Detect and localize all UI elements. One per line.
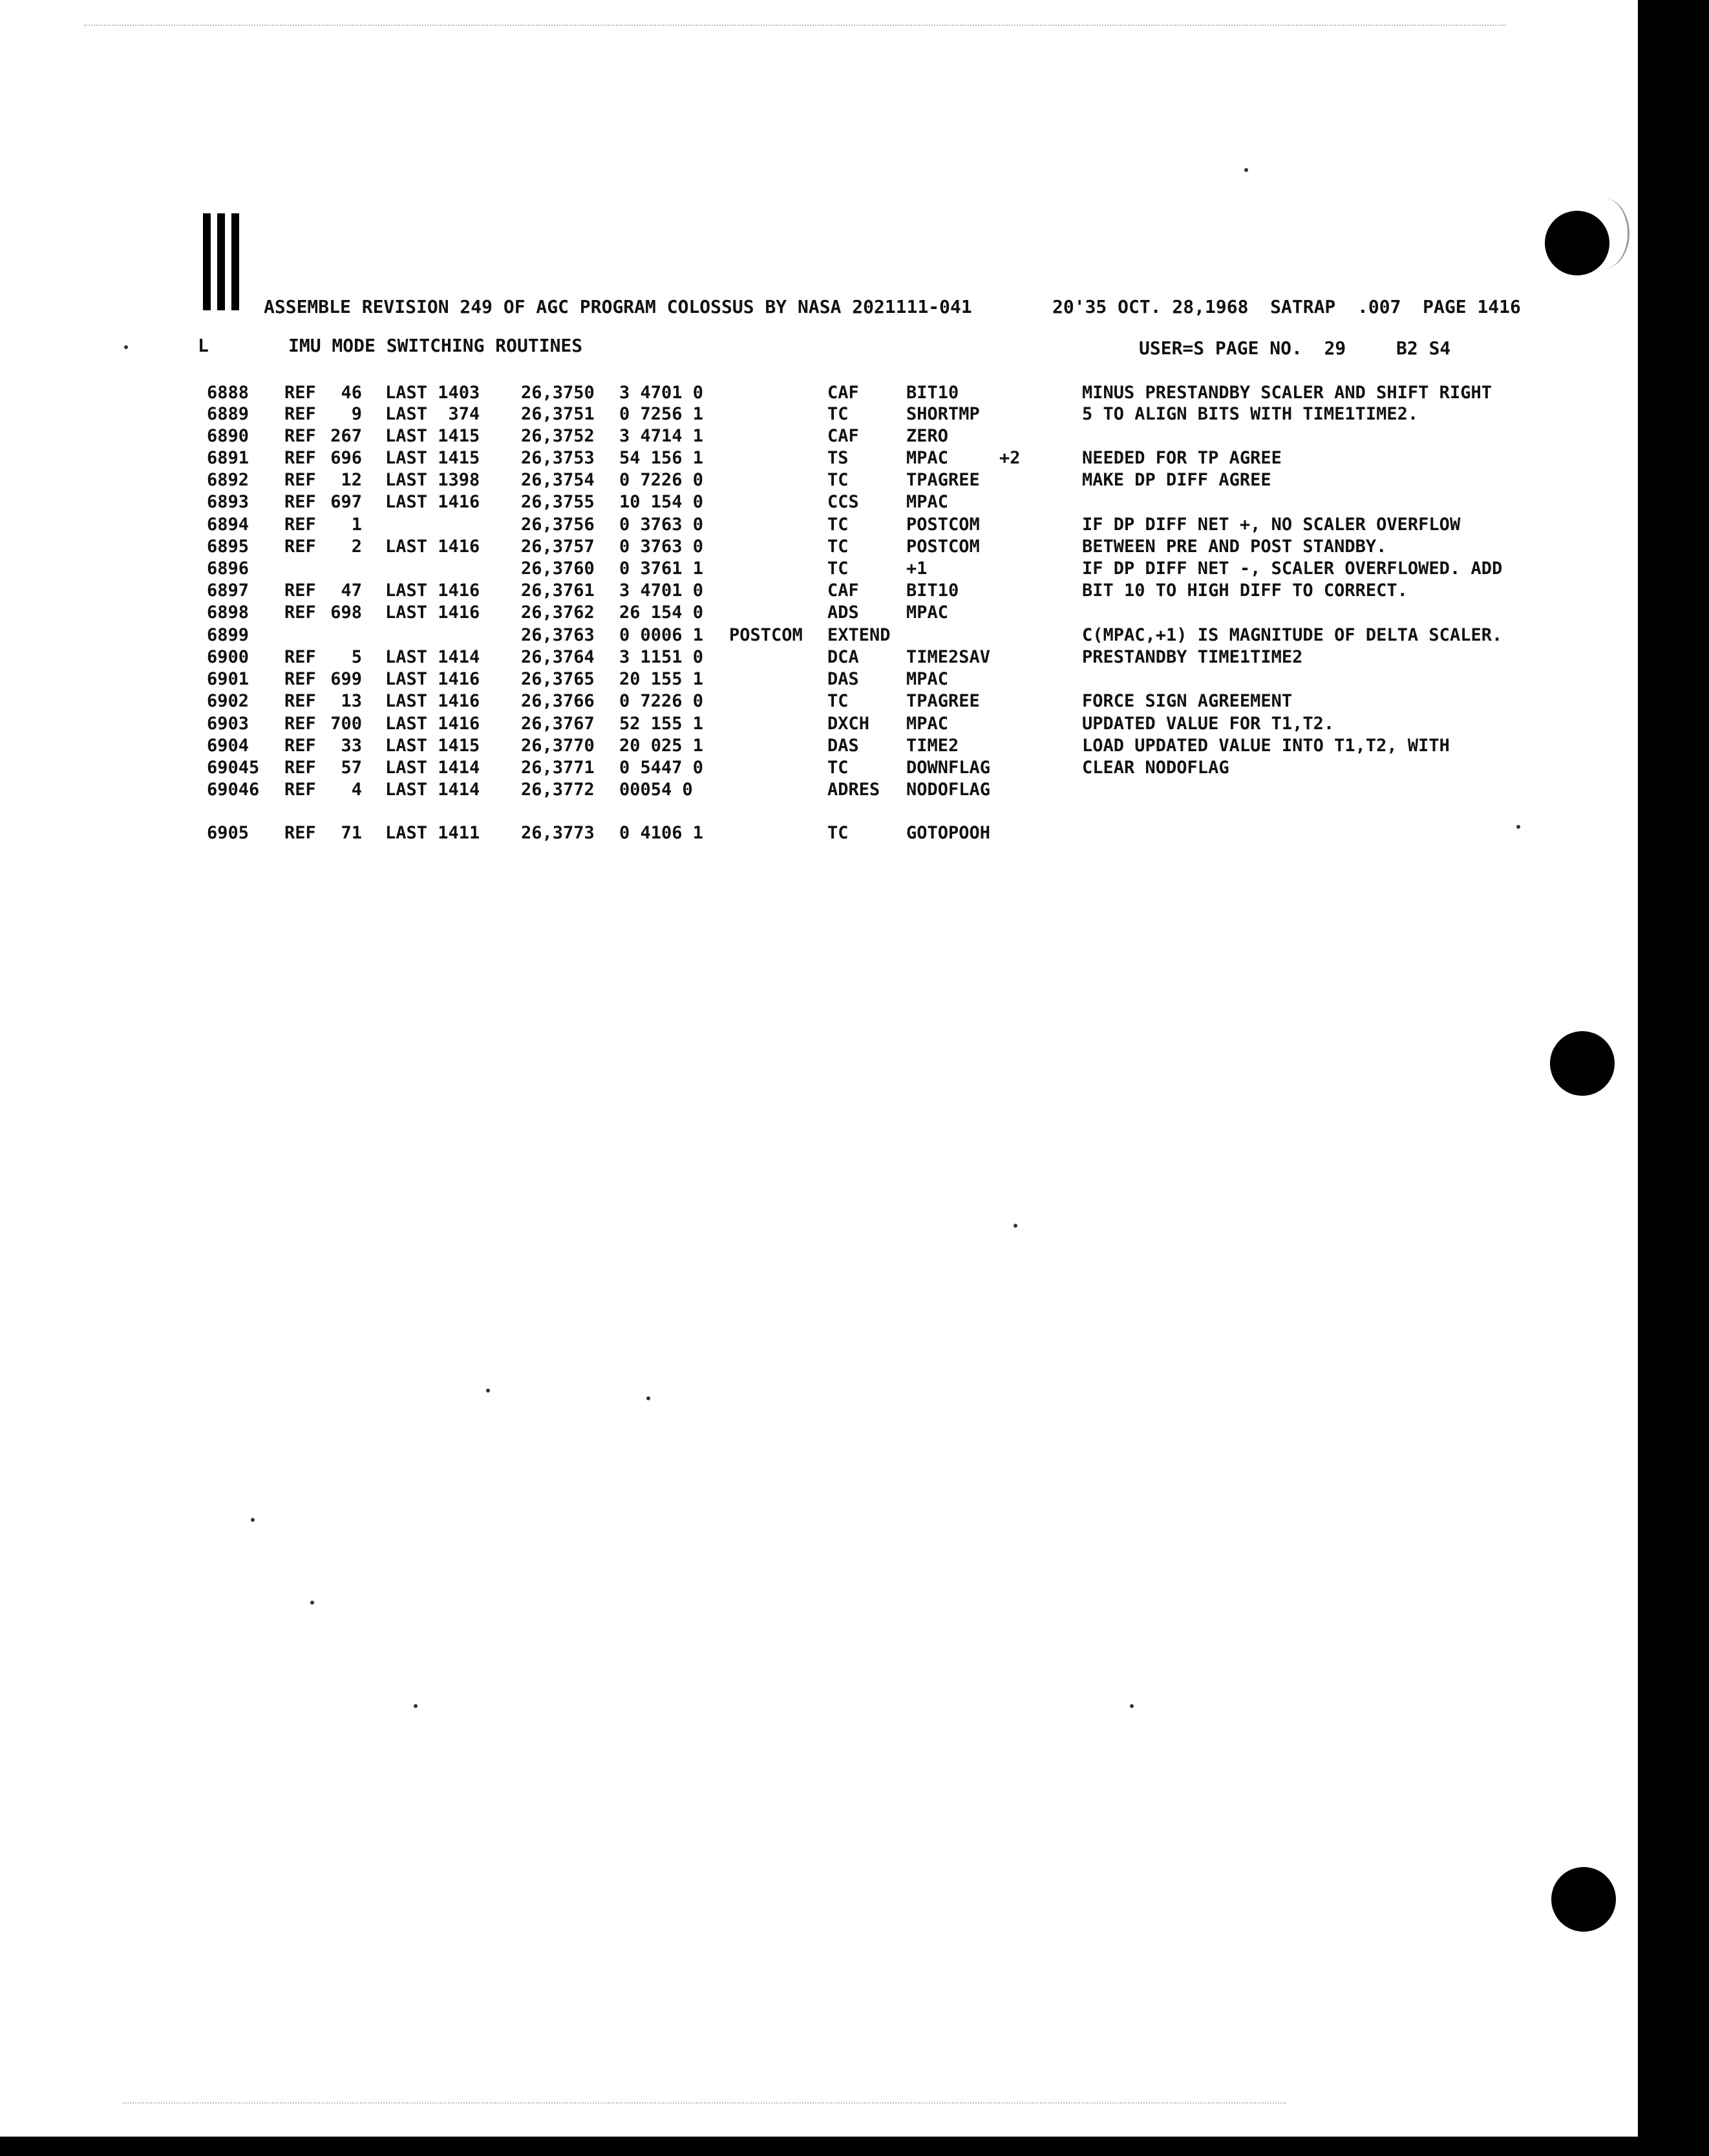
opcode: TC xyxy=(827,470,849,490)
line-number: 69045 xyxy=(207,758,260,778)
scan-speck xyxy=(1130,1704,1134,1708)
octal-word: 0 3763 0 xyxy=(619,537,704,557)
opcode: TC xyxy=(827,691,849,711)
ref-count: 697 xyxy=(330,492,362,512)
address: 26,3772 xyxy=(521,780,595,800)
subheader-marker: L xyxy=(198,335,209,356)
ref-tag: REF xyxy=(284,515,316,535)
last-ref: LAST 1415 xyxy=(385,448,480,468)
header-right: 20'35 OCT. 28,1968 SATRAP .007 PAGE 1416 xyxy=(1052,296,1521,317)
comment: MAKE DP DIFF AGREE xyxy=(1082,470,1271,490)
operand: TPAGREE xyxy=(906,470,980,490)
ref-tag: REF xyxy=(284,581,316,601)
last-ref: LAST 1416 xyxy=(385,714,480,734)
ref-tag: REF xyxy=(284,448,316,468)
opcode: TC xyxy=(827,515,849,535)
opcode: ADS xyxy=(827,603,859,623)
last-ref: LAST 1416 xyxy=(385,537,480,557)
punch-hole-ring xyxy=(1577,198,1629,269)
octal-word: 0 7256 1 xyxy=(619,404,704,424)
opcode: TC xyxy=(827,559,849,579)
opcode: TC xyxy=(827,404,849,424)
opcode: CAF xyxy=(827,581,859,601)
opcode: TS xyxy=(827,448,849,468)
ref-count: 1 xyxy=(351,515,362,535)
comment: CLEAR NODOFLAG xyxy=(1082,758,1229,778)
last-ref: LAST 1403 xyxy=(385,383,480,403)
last-ref: LAST 1414 xyxy=(385,780,480,800)
octal-word: 0 5447 0 xyxy=(619,758,704,778)
operand: BIT10 xyxy=(906,581,959,601)
line-number: 6903 xyxy=(207,714,249,734)
operand: TPAGREE xyxy=(906,691,980,711)
operand: SHORTMP xyxy=(906,404,980,424)
ref-count: 696 xyxy=(330,448,362,468)
ref-tag: REF xyxy=(284,404,316,424)
ref-tag: REF xyxy=(284,603,316,623)
address: 26,3757 xyxy=(521,537,595,557)
ref-tag: REF xyxy=(284,691,316,711)
scan-artifact-bottom xyxy=(123,2102,1286,2105)
operand: MPAC xyxy=(906,603,949,623)
line-number: 6894 xyxy=(207,515,249,535)
ref-count: 12 xyxy=(341,470,362,490)
ref-tag: REF xyxy=(284,492,316,512)
scan-border-right xyxy=(1638,0,1709,2156)
comment: IF DP DIFF NET -, SCALER OVERFLOWED. ADD xyxy=(1082,559,1503,579)
opcode: DCA xyxy=(827,647,859,667)
octal-word: 0 0006 1 xyxy=(619,625,704,645)
scan-artifact-top xyxy=(84,25,1506,27)
last-ref: LAST 1398 xyxy=(385,470,480,490)
last-ref: LAST 1414 xyxy=(385,758,480,778)
address: 26,3755 xyxy=(521,492,595,512)
comment: FORCE SIGN AGREEMENT xyxy=(1082,691,1293,711)
ref-count: 2 xyxy=(351,537,362,557)
operand: MPAC xyxy=(906,669,949,689)
operand: MPAC xyxy=(906,448,949,468)
label: POSTCOM xyxy=(729,625,803,645)
ref-tag: REF xyxy=(284,780,316,800)
ref-tag: REF xyxy=(284,383,316,403)
octal-word: 3 4701 0 xyxy=(619,383,704,403)
ref-tag: REF xyxy=(284,736,316,756)
address: 26,3751 xyxy=(521,404,595,424)
address: 26,3767 xyxy=(521,714,595,734)
octal-word: 3 4701 0 xyxy=(619,581,704,601)
operand: TIME2 xyxy=(906,736,959,756)
last-ref: LAST 1415 xyxy=(385,426,480,446)
last-ref: LAST 1416 xyxy=(385,669,480,689)
comment: IF DP DIFF NET +, NO SCALER OVERFLOW xyxy=(1082,515,1461,535)
opcode: TC xyxy=(827,537,849,557)
address: 26,3766 xyxy=(521,691,595,711)
binder-tab-marks xyxy=(202,213,243,310)
scan-speck xyxy=(310,1601,314,1605)
address: 26,3754 xyxy=(521,470,595,490)
scan-speck xyxy=(1014,1224,1017,1228)
octal-word: 54 156 1 xyxy=(619,448,704,468)
bank-code: B2 S4 xyxy=(1396,337,1451,359)
ref-tag: REF xyxy=(284,823,316,843)
octal-word: 0 3761 1 xyxy=(619,559,704,579)
operand: +1 xyxy=(906,559,928,579)
operand: GOTOPOOH xyxy=(906,823,991,843)
ref-tag: REF xyxy=(284,758,316,778)
operand-extra: +2 xyxy=(999,448,1021,468)
ref-count: 700 xyxy=(330,714,362,734)
ref-count: 57 xyxy=(341,758,362,778)
ref-count: 33 xyxy=(341,736,362,756)
line-number: 6899 xyxy=(207,625,249,645)
line-number: 6901 xyxy=(207,669,249,689)
address: 26,3753 xyxy=(521,448,595,468)
address: 26,3771 xyxy=(521,758,595,778)
line-number: 6904 xyxy=(207,736,249,756)
scan-speck xyxy=(1516,825,1520,829)
scan-speck xyxy=(486,1389,490,1393)
line-number: 6892 xyxy=(207,470,249,490)
punch-hole-bottom xyxy=(1551,1867,1616,1932)
address: 26,3765 xyxy=(521,669,595,689)
octal-word: 10 154 0 xyxy=(619,492,704,512)
ref-count: 9 xyxy=(351,404,362,424)
octal-word: 20 155 1 xyxy=(619,669,704,689)
address: 26,3764 xyxy=(521,647,595,667)
opcode: CAF xyxy=(827,383,859,403)
line-number: 6889 xyxy=(207,404,249,424)
scan-speck xyxy=(124,345,128,349)
ref-count: 5 xyxy=(351,647,362,667)
operand: NODOFLAG xyxy=(906,780,991,800)
opcode: CAF xyxy=(827,426,859,446)
line-number: 6896 xyxy=(207,559,249,579)
section-title: IMU MODE SWITCHING ROUTINES xyxy=(288,335,583,356)
last-ref: LAST 1414 xyxy=(385,647,480,667)
ref-count: 13 xyxy=(341,691,362,711)
last-ref: LAST 1416 xyxy=(385,691,480,711)
octal-word: 0 3763 0 xyxy=(619,515,704,535)
octal-word: 0 7226 0 xyxy=(619,691,704,711)
line-number: 6891 xyxy=(207,448,249,468)
opcode: TC xyxy=(827,758,849,778)
address: 26,3761 xyxy=(521,581,595,601)
ref-tag: REF xyxy=(284,426,316,446)
opcode: DAS xyxy=(827,736,859,756)
line-number: 6893 xyxy=(207,492,249,512)
comment: C(MPAC,+1) IS MAGNITUDE OF DELTA SCALER. xyxy=(1082,625,1503,645)
opcode: DAS xyxy=(827,669,859,689)
ref-count: 699 xyxy=(330,669,362,689)
comment: PRESTANDBY TIME1TIME2 xyxy=(1082,647,1303,667)
line-number: 6900 xyxy=(207,647,249,667)
opcode: ADRES xyxy=(827,780,880,800)
ref-tag: REF xyxy=(284,647,316,667)
ref-tag: REF xyxy=(284,537,316,557)
octal-word: 3 4714 1 xyxy=(619,426,704,446)
octal-word: 0 4106 1 xyxy=(619,823,704,843)
operand: BIT10 xyxy=(906,383,959,403)
user-page-number: USER=S PAGE NO. 29 xyxy=(1139,337,1346,359)
line-number: 6895 xyxy=(207,537,249,557)
last-ref: LAST 374 xyxy=(385,404,480,424)
header-left: ASSEMBLE REVISION 249 OF AGC PROGRAM COLOSSUS BY NASA 2021111-041 xyxy=(264,296,972,317)
comment: MINUS PRESTANDBY SCALER AND SHIFT RIGHT xyxy=(1082,383,1492,403)
ref-tag: REF xyxy=(284,714,316,734)
comment: LOAD UPDATED VALUE INTO T1,T2, WITH xyxy=(1082,736,1450,756)
ref-count: 46 xyxy=(341,383,362,403)
line-number: 6898 xyxy=(207,603,249,623)
last-ref: LAST 1415 xyxy=(385,736,480,756)
address: 26,3750 xyxy=(521,383,595,403)
opcode: DXCH xyxy=(827,714,870,734)
ref-count: 698 xyxy=(330,603,362,623)
line-number: 6888 xyxy=(207,383,249,403)
ref-count: 47 xyxy=(341,581,362,601)
address: 26,3770 xyxy=(521,736,595,756)
last-ref: LAST 1416 xyxy=(385,492,480,512)
comment: NEEDED FOR TP AGREE xyxy=(1082,448,1282,468)
octal-word: 20 025 1 xyxy=(619,736,704,756)
line-number: 6905 xyxy=(207,823,249,843)
octal-word: 0 7226 0 xyxy=(619,470,704,490)
opcode: TC xyxy=(827,823,849,843)
last-ref: LAST 1416 xyxy=(385,581,480,601)
comment: UPDATED VALUE FOR T1,T2. xyxy=(1082,714,1335,734)
scan-speck xyxy=(251,1518,255,1522)
address: 26,3763 xyxy=(521,625,595,645)
opcode: EXTEND xyxy=(827,625,891,645)
operand: TIME2SAV xyxy=(906,647,991,667)
scan-speck xyxy=(414,1704,418,1708)
octal-word: 52 155 1 xyxy=(619,714,704,734)
ref-tag: REF xyxy=(284,669,316,689)
operand: ZERO xyxy=(906,426,949,446)
operand: POSTCOM xyxy=(906,537,980,557)
line-number: 6902 xyxy=(207,691,249,711)
address: 26,3760 xyxy=(521,559,595,579)
octal-word: 3 1151 0 xyxy=(619,647,704,667)
operand: DOWNFLAG xyxy=(906,758,991,778)
address: 26,3773 xyxy=(521,823,595,843)
last-ref: LAST 1411 xyxy=(385,823,480,843)
line-number: 69046 xyxy=(207,780,260,800)
scan-speck xyxy=(646,1396,650,1400)
opcode: CCS xyxy=(827,492,859,512)
address: 26,3752 xyxy=(521,426,595,446)
ref-count: 4 xyxy=(351,780,362,800)
comment: BETWEEN PRE AND POST STANDBY. xyxy=(1082,537,1387,557)
ref-count: 267 xyxy=(330,426,362,446)
ref-count: 71 xyxy=(341,823,362,843)
comment: BIT 10 TO HIGH DIFF TO CORRECT. xyxy=(1082,581,1408,601)
last-ref: LAST 1416 xyxy=(385,603,480,623)
octal-word: 00054 0 xyxy=(619,780,693,800)
operand: MPAC xyxy=(906,714,949,734)
comment: 5 TO ALIGN BITS WITH TIME1TIME2. xyxy=(1082,404,1419,424)
address: 26,3762 xyxy=(521,603,595,623)
operand: POSTCOM xyxy=(906,515,980,535)
address: 26,3756 xyxy=(521,515,595,535)
ref-tag: REF xyxy=(284,470,316,490)
octal-word: 26 154 0 xyxy=(619,603,704,623)
operand: MPAC xyxy=(906,492,949,512)
scan-border-bottom xyxy=(0,2137,1709,2156)
scan-speck xyxy=(1244,168,1248,172)
punch-hole-middle xyxy=(1550,1031,1615,1096)
line-number: 6890 xyxy=(207,426,249,446)
line-number: 6897 xyxy=(207,581,249,601)
